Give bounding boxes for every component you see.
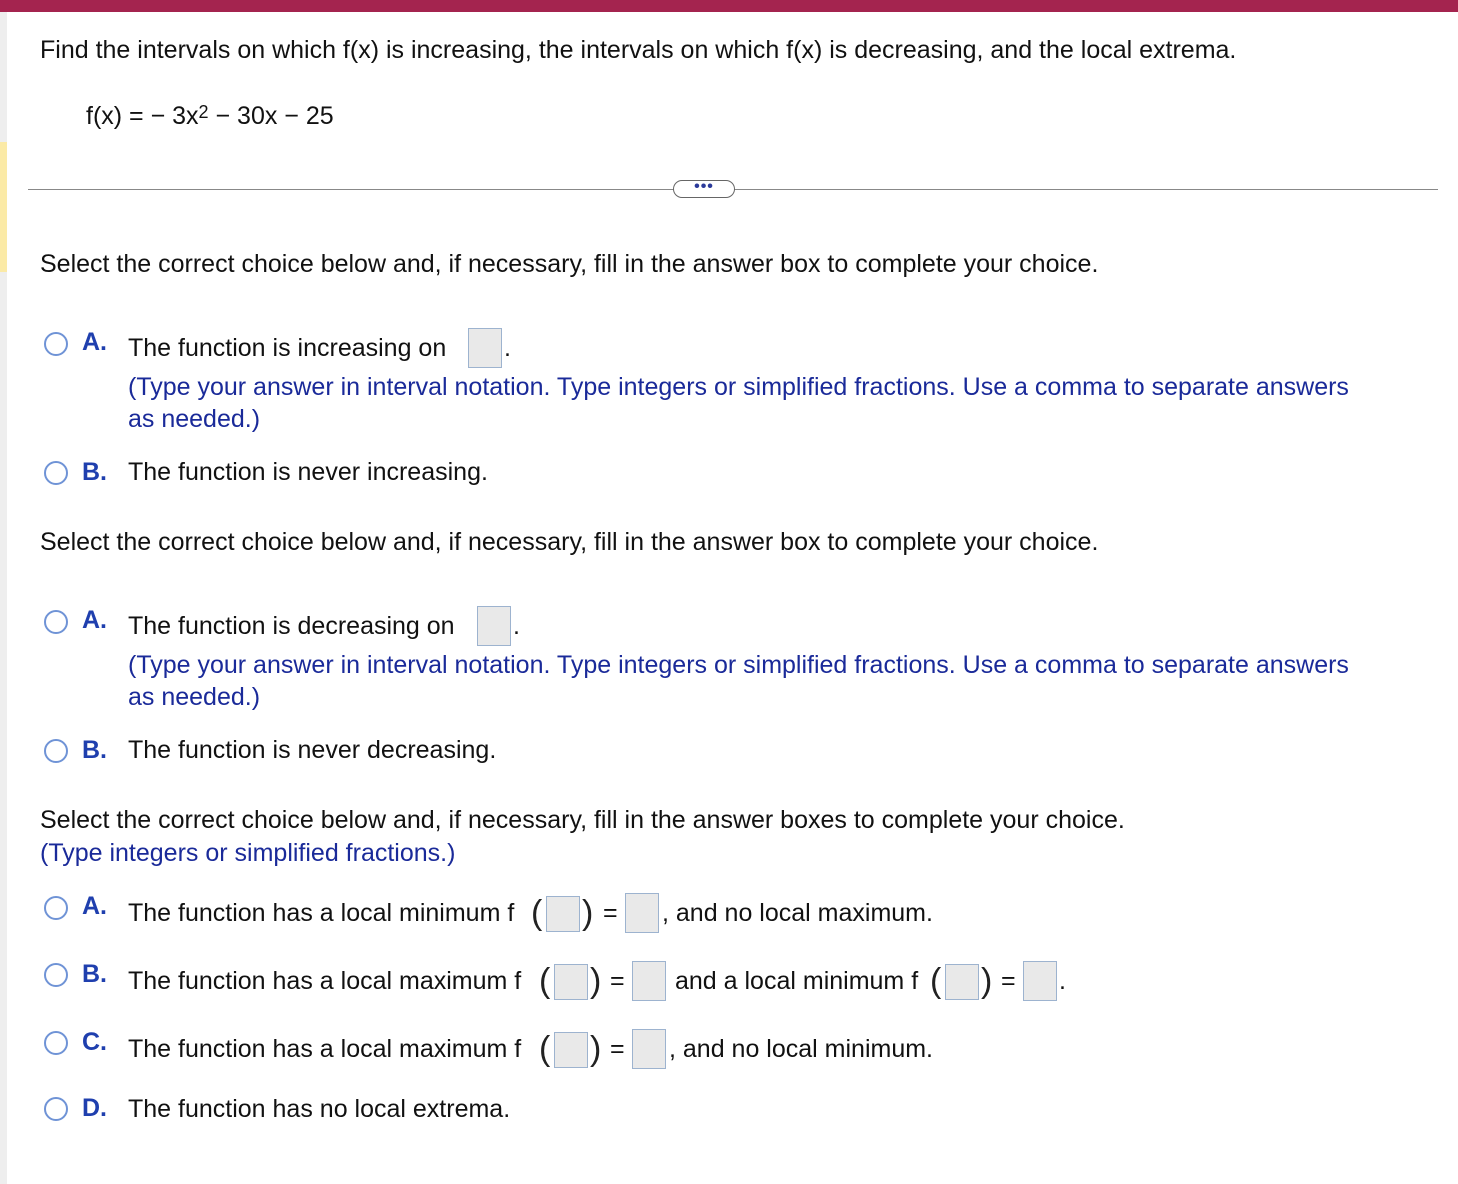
local-min-value-input[interactable]: [625, 893, 659, 933]
part1-choice-a-period: .: [504, 334, 511, 362]
part1-choice-a-radio[interactable]: [44, 332, 68, 356]
part2-choice-a-text: The function is decreasing on: [128, 612, 455, 640]
part2-choice-a-radio[interactable]: [44, 610, 68, 634]
part3-choice-b-mid: and a local minimum f: [675, 967, 919, 995]
part2-choice-b-radio[interactable]: [44, 739, 68, 763]
equals-sign: =: [603, 899, 618, 927]
function-rhs: − 30x − 25: [208, 102, 334, 130]
open-paren: (: [539, 1030, 551, 1068]
part3-choice-a-radio[interactable]: [44, 896, 68, 920]
part3-choice-b-text: The function has a local maximum f: [128, 967, 522, 995]
part3-choice-c-tail: , and no local minimum.: [669, 1035, 934, 1063]
local-min-value-input[interactable]: [1023, 961, 1057, 1001]
open-paren: (: [539, 962, 551, 1000]
top-accent-bar: [0, 0, 1458, 12]
part3-choice-b-end: .: [1059, 967, 1066, 995]
part2-choice-b-text: The function is never decreasing.: [128, 736, 497, 764]
close-paren: ): [590, 962, 602, 1000]
part1-choice-b-letter: B.: [82, 458, 107, 486]
function-exponent: 2: [198, 102, 209, 122]
equals-sign: =: [610, 1035, 625, 1063]
local-max-x-input[interactable]: [554, 1032, 588, 1068]
function-equation: [86, 100, 334, 132]
close-paren: ): [981, 962, 993, 1000]
part3-choice-b-radio[interactable]: [44, 963, 68, 987]
decreasing-interval-input[interactable]: [477, 606, 511, 646]
local-max-x-input[interactable]: [554, 964, 588, 1000]
increasing-interval-input[interactable]: [468, 328, 502, 368]
part3-choice-c-radio[interactable]: [44, 1031, 68, 1055]
part3-hint: (Type integers or simplified fractions.): [40, 839, 456, 867]
equals-sign: =: [610, 967, 625, 995]
part3-choice-a-text: The function has a local minimum f: [128, 899, 515, 927]
part1-choice-b-text: The function is never increasing.: [128, 458, 488, 486]
part1-choice-a-letter: A.: [82, 328, 107, 356]
left-rail-highlight: [0, 142, 7, 272]
part3-choice-c-letter: C.: [82, 1028, 107, 1056]
part1-hint-line1: (Type your answer in interval notation. Type integers or simplified fractions. Use a comma to separate answers: [128, 373, 1349, 401]
part1-instruction: Select the correct choice below and, if necessary, fill in the answer box to complete your choice.: [40, 250, 1099, 278]
local-max-value-input[interactable]: [632, 961, 666, 1001]
part2-hint-line2: as needed.): [128, 683, 261, 711]
open-paren: (: [930, 962, 942, 1000]
part2-instruction: Select the correct choice below and, if necessary, fill in the answer box to complete your choice.: [40, 528, 1099, 556]
close-paren: ): [582, 894, 594, 932]
part1-choice-a-text: The function is increasing on: [128, 334, 447, 362]
question-prompt: Find the intervals on which f(x) is increasing, the intervals on which f(x) is decreasing, and the local extrema.: [40, 36, 1237, 64]
part3-choice-d-letter: D.: [82, 1094, 107, 1122]
part3-choice-a-letter: A.: [82, 892, 107, 920]
function-lhs: f(x) = − 3x: [86, 102, 199, 130]
part1-hint-line2: as needed.): [128, 405, 261, 433]
open-paren: (: [531, 894, 543, 932]
local-max-value-input[interactable]: [632, 1029, 666, 1069]
part3-choice-c-text: The function has a local maximum f: [128, 1035, 522, 1063]
part3-choice-b-letter: B.: [82, 960, 107, 988]
part2-choice-b-letter: B.: [82, 736, 107, 764]
part3-choice-a-tail: , and no local maximum.: [662, 899, 933, 927]
show-more-button[interactable]: •••: [673, 180, 735, 198]
part3-choice-d-radio[interactable]: [44, 1097, 68, 1121]
part2-hint-line1: (Type your answer in interval notation. Type integers or simplified fractions. Use a comma to separate answers: [128, 651, 1349, 679]
part3-choice-d-text: The function has no local extrema.: [128, 1095, 511, 1123]
local-min-x-input[interactable]: [945, 964, 979, 1000]
part3-instruction: Select the correct choice below and, if necessary, fill in the answer boxes to complete your choice.: [40, 806, 1125, 834]
equals-sign: =: [1001, 967, 1016, 995]
part2-choice-a-period: .: [513, 612, 520, 640]
close-paren: ): [590, 1030, 602, 1068]
part1-choice-b-radio[interactable]: [44, 461, 68, 485]
local-min-x-input[interactable]: [546, 896, 580, 932]
part2-choice-a-letter: A.: [82, 606, 107, 634]
